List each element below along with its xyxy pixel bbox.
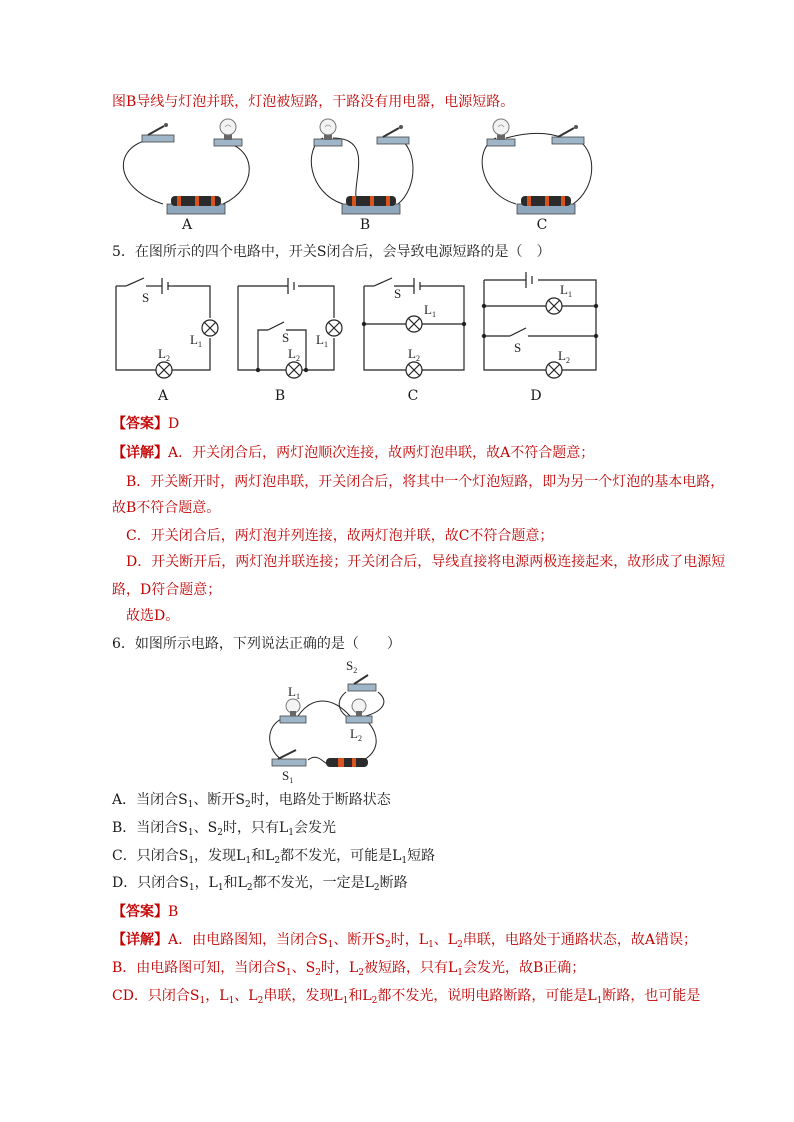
q5-detail-7: 故选D。 [126,608,180,624]
circuit-a-physical [123,119,249,214]
q5c-s-label: S [394,286,402,301]
q5-circuit-c [364,278,464,378]
q5d-s-label: S [514,340,522,355]
circuit-c-physical [482,119,592,214]
fig1-label-a: A [181,217,193,233]
q6-option-b: B．当闭合$S_1$、$S_2$时，只有$L_1$会发光 [112,820,336,838]
q6-s2-label: $S_2$ [346,658,358,675]
q5c-l1-label: $L_1$ [424,302,436,319]
q5-circuit-b [238,278,342,378]
circuit-b-physical [311,119,413,214]
q5-detail-6: 路，D符合题意； [112,582,222,598]
q5d-l1-label: $L_1$ [560,282,572,299]
q5a-s-label: S [142,290,150,305]
q5-detail-3: 故B不符合题意。 [112,500,221,516]
q5a-l2-label: $L_2$ [158,346,170,363]
q5-label-a: A [157,388,169,404]
q6-detail-2: B．由电路图可知，当闭合$S_1$、$S_2$时，$L_2$被短路，只有$L_1$会发光，故B正确； [112,960,586,978]
q5-detail-1: 【详解】A．开关闭合后，两灯泡顺次连接，故两灯泡串联，故A不符合题意； [112,445,595,461]
q5-detail-4: C．开关闭合后，两灯泡并列连接，故两灯泡并联，故C不符合题意； [126,528,554,544]
physical-circuits-figure [118,118,608,218]
q6-option-c: C．只闭合$S_1$，发现$L_1$和$L_2$都不发光，可能是$L_1$短路 [112,848,436,866]
q5d-l2-label: $L_2$ [558,348,570,365]
q5-detail-2: B．开关断开时，两灯泡串联，开关闭合后，将其中一个灯泡短路，即为另一个灯泡的基本电路， [126,474,725,490]
q6-s1-label: $S_1$ [282,768,294,784]
q6-answer: 【答案】B [112,904,179,920]
q6-physical-circuit [262,656,390,784]
q5a-l1-label: $L_1$ [190,332,202,349]
q5-label-c: C [407,388,419,404]
q5b-l1-label: $L_1$ [316,332,328,349]
q6-detail-3: CD．只闭合$S_1$，$L_1$、$L_2$串联，发现$L_1$和$L_2$都不发光，说明电路断路，可能是$L_1$断路，也可能是 [112,988,701,1006]
q5-label-d: D [530,388,542,404]
q5-circuit-d [484,272,596,378]
q5-detail-5: D．开关断开后，两灯泡并联连接；开关闭合后，导线直接将电源两极连接起来，故形成了电源短 [126,554,726,570]
fig1-label-b: B [359,217,371,233]
q5-circuit-diagrams [106,268,606,384]
q6-l1-label: $L_1$ [288,684,300,701]
q5-answer: 【答案】D [112,416,180,432]
q5-stem: 5．在图所示的四个电路中，开关S闭合后，会导致电源短路的是（ ） [112,244,551,260]
fig1-label-c: C [536,217,548,233]
q6-l2-label: $L_2$ [350,726,362,743]
q5-label-b: B [274,388,286,404]
q6-detail-1: 【详解】A．由电路图知，当闭合$S_1$、断开$S_2$时，$L_1$、$L_2$串联，电路处于通路状态，故A错误； [112,932,697,950]
intro-text: 图B导线与灯泡并联，灯泡被短路，干路没有用电器，电源短路。 [112,94,515,110]
q5-circuit-a [116,278,218,378]
q5c-l2-label: $L_2$ [408,346,420,363]
q6-option-d: D．只闭合$S_1$，$L_1$和$L_2$都不发光，一定是$L_2$断路 [112,875,408,893]
q6-option-a: A．当闭合$S_1$、断开$S_2$时，电路处于断路状态 [112,792,391,810]
q6-stem: 6．如图所示电路，下列说法正确的是（ ） [112,636,401,652]
q5b-s-label: S [282,330,290,345]
q5b-l2-label: $L_2$ [288,346,300,363]
